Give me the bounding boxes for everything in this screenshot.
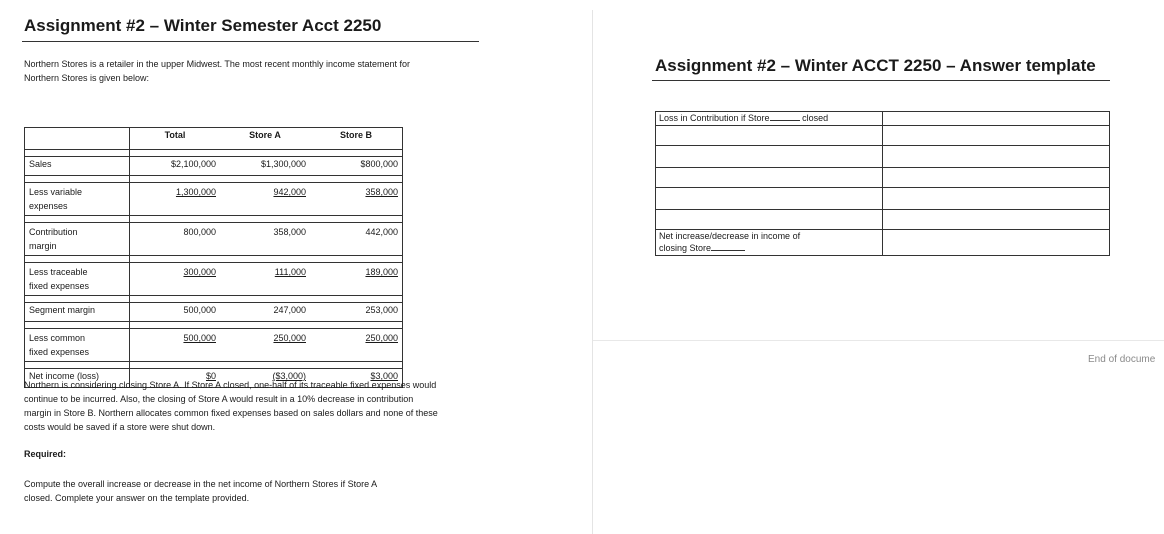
answer-label-cell: Loss in Contribution if Store closed — [656, 112, 883, 126]
cell-total: 1,300,000 — [130, 183, 221, 216]
required-label: Required: — [24, 449, 67, 459]
header-blank-cell — [25, 128, 130, 150]
column-header-total: Total — [130, 128, 221, 150]
answer-row — [656, 188, 1110, 210]
column-header-store-a: Store A — [220, 128, 310, 150]
answer-row-net-change — [656, 230, 1110, 256]
row-label: Contribution margin — [25, 223, 130, 256]
row-label: Sales — [25, 157, 130, 176]
answer-input-cell[interactable] — [883, 230, 1110, 256]
cell-total: 800,000 — [130, 223, 221, 256]
cell-store-a: 358,000 — [220, 223, 310, 256]
table-row-sales — [25, 157, 403, 176]
cell-store-b: 442,000 — [310, 223, 403, 256]
cell-total: $0 — [130, 369, 221, 388]
cell-store-b: 189,000 — [310, 263, 403, 296]
cell-store-a: 942,000 — [220, 183, 310, 216]
cell-store-b: 250,000 — [310, 329, 403, 362]
cell-store-a: $1,300,000 — [220, 157, 310, 176]
answer-template-table — [655, 111, 1110, 256]
cell-store-a: 111,000 — [220, 263, 310, 296]
table-row-segment-margin — [25, 303, 403, 322]
cell-total: 300,000 — [130, 263, 221, 296]
answer-row-loss-in-contribution — [656, 112, 1110, 126]
table-row-variable-expenses — [25, 183, 403, 216]
column-header-store-b: Store B — [310, 128, 403, 150]
answer-row — [656, 168, 1110, 188]
answer-row — [656, 210, 1110, 230]
table-header-row — [25, 128, 403, 150]
title-underline — [22, 41, 479, 42]
answer-input-cell[interactable] — [883, 112, 1110, 126]
cell-total: 500,000 — [130, 303, 221, 322]
end-of-document-label: End of docume — [1088, 354, 1156, 365]
answer-title-underline — [652, 80, 1110, 81]
answer-template-title: Assignment #2 – Winter ACCT 2250 – Answer template — [655, 56, 1096, 75]
cell-store-b: 358,000 — [310, 183, 403, 216]
row-label: Segment margin — [25, 303, 130, 322]
answer-label-cell: Net increase/decrease in income of closing Store — [656, 230, 883, 256]
answer-row — [656, 146, 1110, 168]
cell-store-a: 250,000 — [220, 329, 310, 362]
cell-store-b: 253,000 — [310, 303, 403, 322]
cell-total: 500,000 — [130, 329, 221, 362]
table-row-traceable-fixed — [25, 263, 403, 296]
intro-text: Northern Stores is a retailer in the upper Midwest. The most recent monthly income statement for Northern Stores is given below: — [24, 59, 411, 83]
row-label: Net income (loss) — [25, 369, 130, 388]
answer-row — [656, 126, 1110, 146]
row-label: Less common fixed expenses — [25, 329, 130, 362]
table-row-common-fixed — [25, 329, 403, 362]
cell-store-b: $800,000 — [310, 157, 403, 176]
cell-total: $2,100,000 — [130, 157, 221, 176]
assignment-title: Assignment #2 – Winter Semester Acct 2250 — [24, 16, 382, 35]
income-statement-table — [24, 127, 403, 388]
scenario-paragraph: Northern is considering closing Store A. If Store A closed, one-half of its traceable fixed expenses would continue to be incurred. Also, the closing of Store A would result in a 10% decrease in contribution margin in Store B. Northern allocates common fixed expenses based on sales dollars and none of these costs would be saved if a store were shut down. — [24, 380, 438, 432]
cell-store-a: ($3,000) — [220, 369, 310, 388]
row-label: Less variable expenses — [25, 183, 130, 216]
cell-store-b: $3,000 — [310, 369, 403, 388]
table-row-contribution-margin — [25, 223, 403, 256]
compute-instructions: Compute the overall increase or decrease in the net income of Northern Stores if Store A closed. Complete your answer on the template provided. — [24, 479, 378, 503]
cell-store-a: 247,000 — [220, 303, 310, 322]
row-label: Less traceable fixed expenses — [25, 263, 130, 296]
